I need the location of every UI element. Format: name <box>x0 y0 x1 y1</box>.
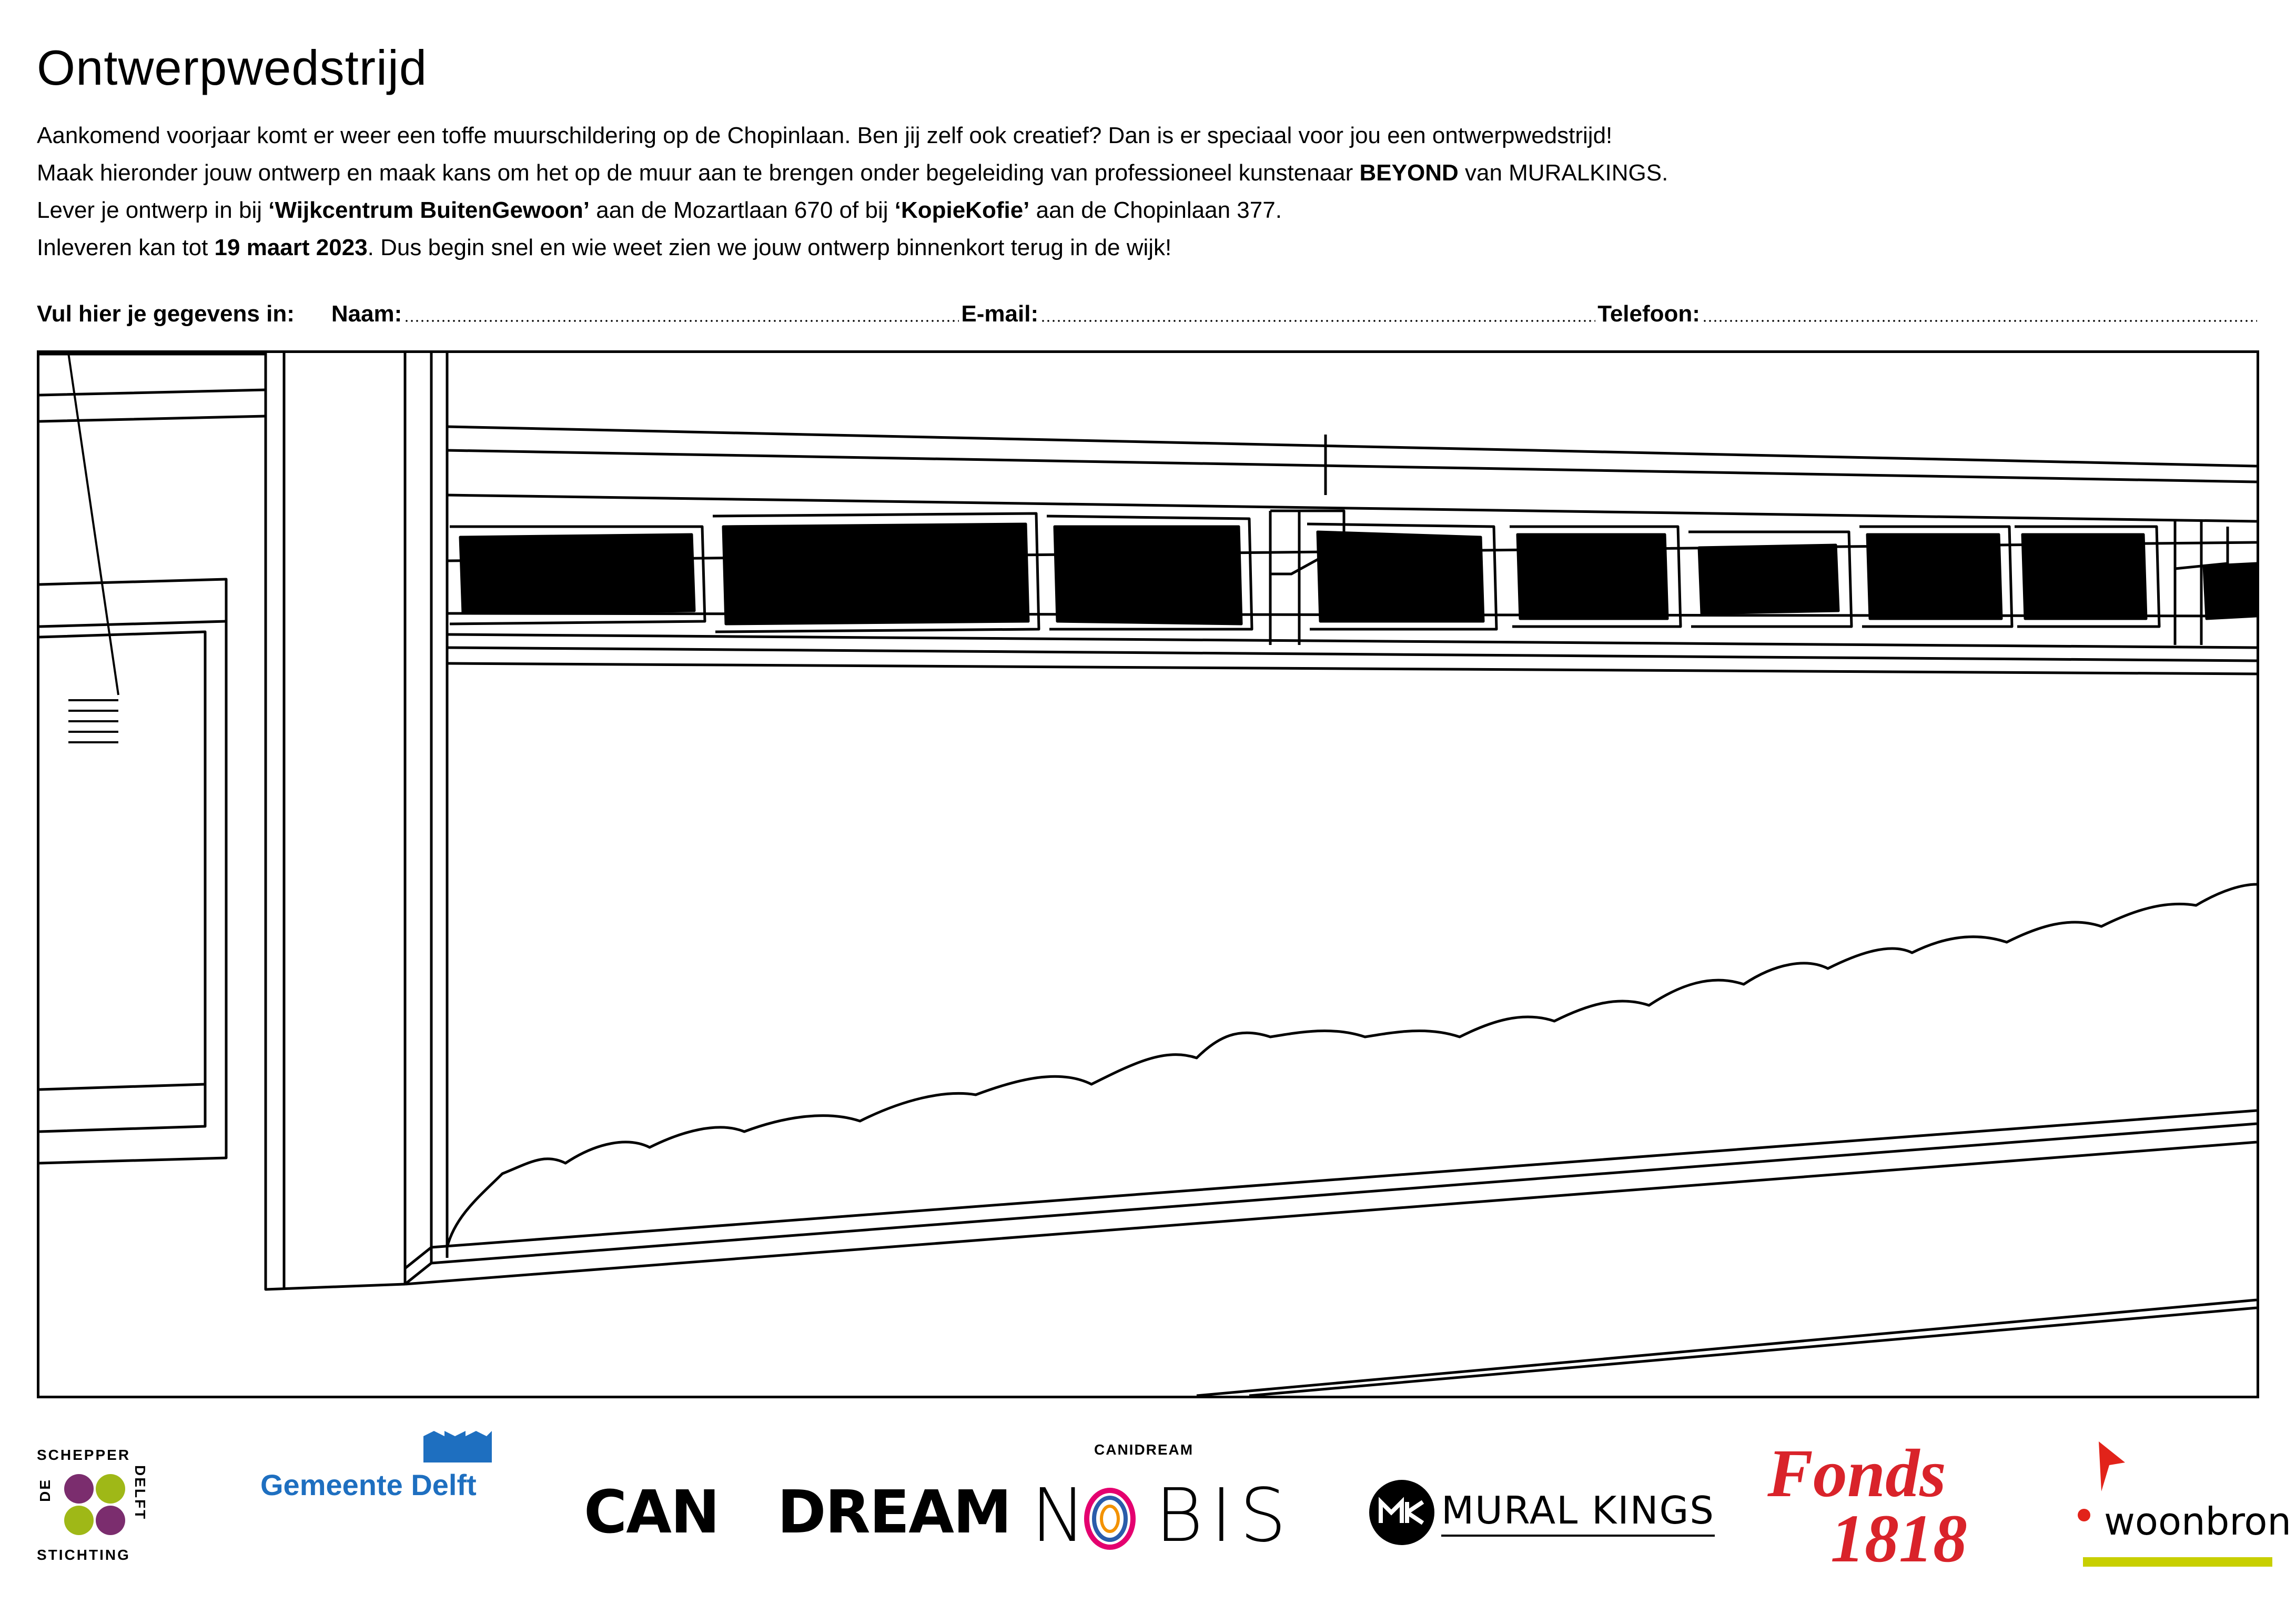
contact-form <box>37 296 2259 327</box>
gemeente-delft-logo: Gemeente Delft <box>260 1468 477 1502</box>
woonbron-logo: woonbron <box>2067 1441 2267 1578</box>
phone-label: Telefoon: <box>1597 301 1700 327</box>
schepper-logo: SCHEPPER STICHTING DE DELFT <box>37 1447 148 1563</box>
email-label: E-mail: <box>961 301 1039 327</box>
intro-line-2: Maak hieronder jouw ontwerp en maak kans om het op de muur aan te brengen onder begeleiding van professioneel kunstenaar BEYOND van MURALKINGS. <box>37 160 1668 186</box>
fonds-1818-logo: Fonds 1818 <box>1767 1436 1967 1577</box>
name-label: Naam: <box>331 301 402 327</box>
schepper-mark-icon <box>60 1470 129 1539</box>
name-field[interactable] <box>404 320 959 322</box>
sponsor-logos <box>32 1431 2292 1583</box>
form-prompt: Vul hier je gegevens in: <box>37 301 295 327</box>
mural-kings-badge-icon <box>1368 1478 1436 1547</box>
drawing-area[interactable] <box>37 350 2259 1398</box>
candream-logo: CAN DREAM <box>584 1478 1011 1547</box>
nobis-caption: CANIDREAM <box>1094 1441 1194 1458</box>
intro-line-3: Lever je ontwerp in bij ‘Wijkcentrum BuitenGewoon’ aan de Mozartlaan 670 of bij ‘KopieKofie’ aan de Chopinlaan 377. <box>37 197 1282 223</box>
nobis-logo: N BIS <box>1031 1473 1294 1559</box>
gemeente-crown-icon <box>423 1431 492 1462</box>
page-title: Ontwerpwedstrijd <box>37 40 428 95</box>
mural-kings-logo: MURAL KINGS <box>1368 1478 1715 1547</box>
woonbron-underline <box>2083 1557 2272 1567</box>
intro-line-1: Aankomend voorjaar komt er weer een toffe muurschildering op de Chopinlaan. Ben jij zelf ook creatief? Dan is er speciaal voor jou een ontwerpwedstrijd! <box>37 123 1613 148</box>
phone-field[interactable] <box>1702 320 2257 322</box>
email-field[interactable] <box>1040 320 1595 322</box>
wall-line-drawing <box>39 353 2257 1396</box>
intro-line-4: Inleveren kan tot 19 maart 2023. Dus begin snel en wie weet zien we jouw ontwerp binnenkort terug in de wijk! <box>37 235 1172 260</box>
nobis-ring-icon <box>1081 1486 1139 1552</box>
intro-text <box>37 117 2246 266</box>
